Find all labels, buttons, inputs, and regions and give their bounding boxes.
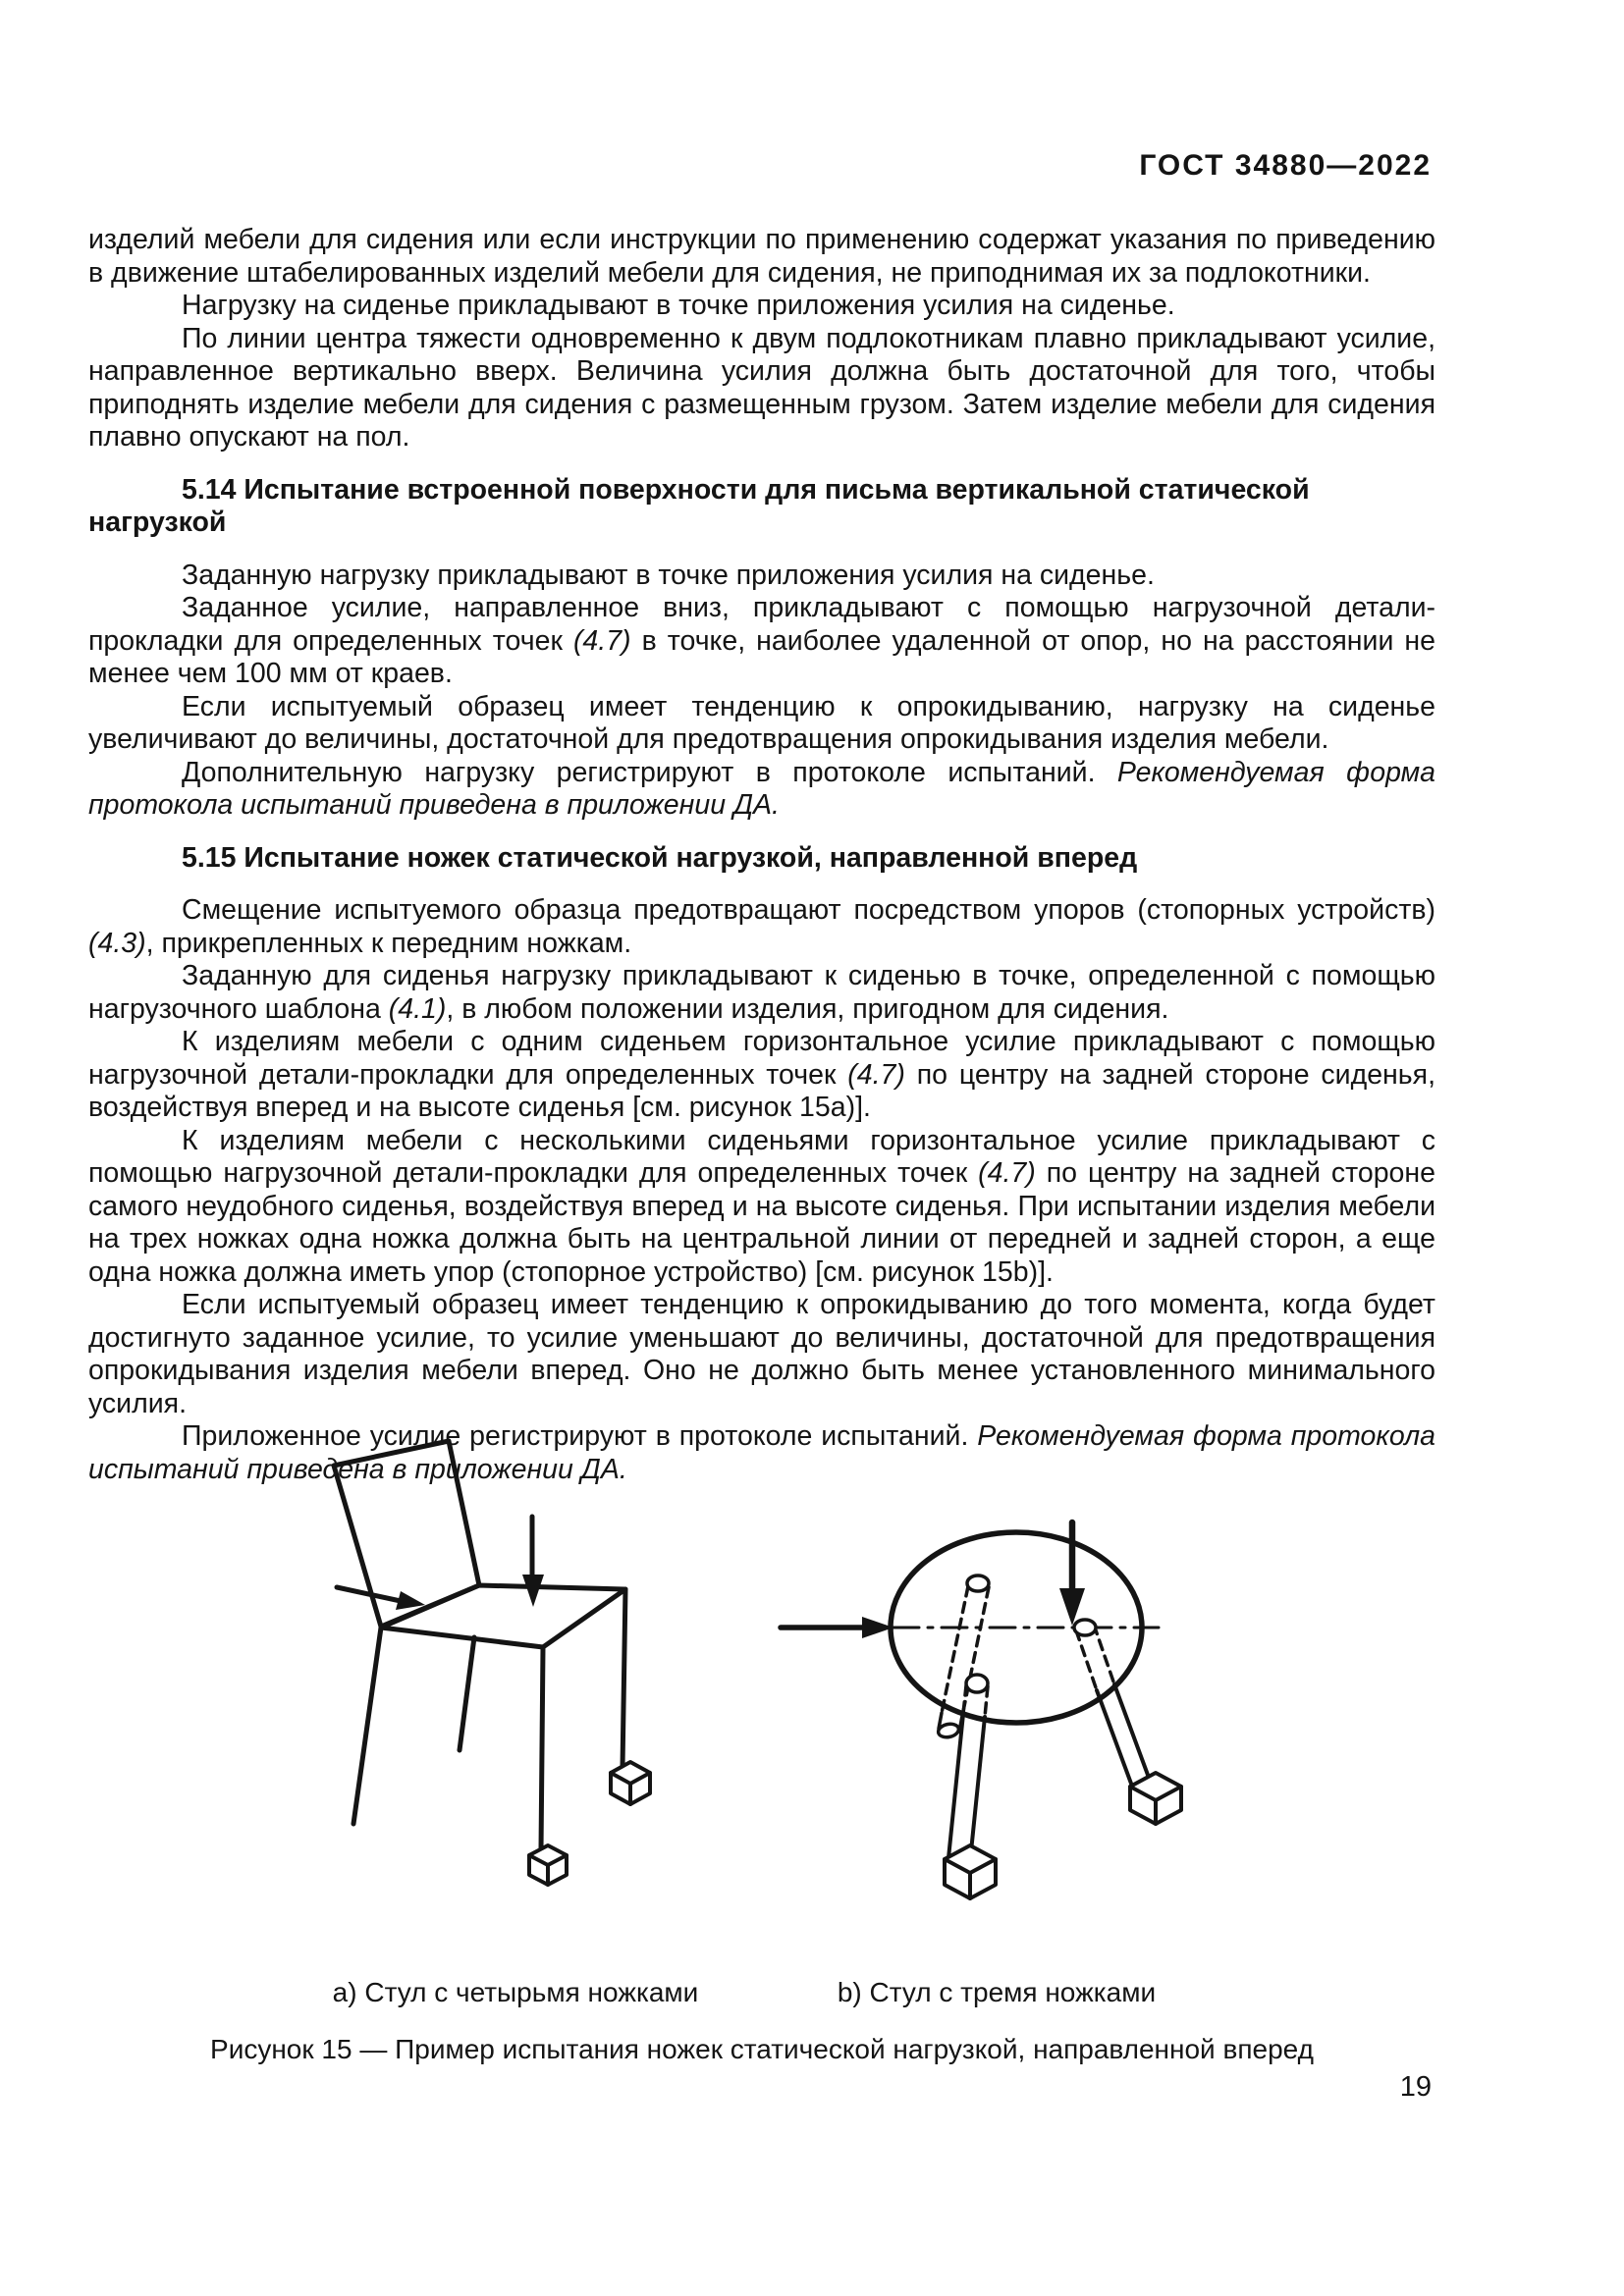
- text-run: Заданную нагрузку прикладывают в точке приложения усилия на сиденье.: [182, 559, 1155, 591]
- text-run: Приложенное усилие регистрируют в протоколе испытаний.: [182, 1420, 978, 1452]
- paragraph: [88, 1026, 1435, 1125]
- section-heading: [88, 474, 1435, 540]
- italic-text-run: Рекомендуемая форма протокола испытаний приведена в приложении ДА.: [88, 1420, 1435, 1485]
- text-run: в точке, наиболее удаленной от опор, но на расстоянии не менее чем 100 мм от краев.: [88, 624, 1435, 689]
- paragraph: [88, 1125, 1435, 1290]
- text-run: 5.15 Испытание ножек статической нагрузкой, направленной вперед: [182, 841, 1138, 874]
- chair-back-right-leg: [460, 1637, 474, 1750]
- stool-front-left-leg: [948, 1675, 988, 1861]
- chair-right-leg: [623, 1589, 625, 1767]
- page-number: 19: [1399, 2071, 1432, 2103]
- paragraph: [88, 894, 1435, 960]
- chair-front-leg: [541, 1647, 543, 1850]
- vertical-force-arrow: [522, 1517, 544, 1607]
- four-leg-chair-icon: [265, 1428, 707, 1899]
- right-leg-stop-block: [1130, 1773, 1181, 1824]
- figure-a-chair-drawing: [265, 1428, 707, 1899]
- text-run: К изделиям мебели с несколькими сиденьями горизонтальное усилие прикладывают с помощью нагрузочной детали-прокладки для определенных точек: [88, 1124, 1435, 1189]
- paragraph: [88, 224, 1435, 290]
- paragraph: [88, 323, 1435, 454]
- figure-a-subcaption: a) Стул с четырьмя ножками: [332, 1977, 699, 2007]
- three-leg-stool-icon: [756, 1428, 1267, 1909]
- text-run: Нагрузку на сиденье прикладывают в точке приложения усилия на сиденье.: [182, 290, 1175, 321]
- text-run: 5.14 Испытание встроенной поверхности для письма вертикальной статической нагрузкой: [88, 473, 1310, 538]
- text-run: По линии центра тяжести одновременно к двум подлокотникам плавно прикладывают усилие, направленное вертикально вверх. Величина усилия должна быть достаточной для того, чтобы приподнять изделие мебели для сидения с размещенным грузом. Затем изделие мебели для сидения плавно опускают на пол.: [88, 322, 1435, 453]
- chair-back-left-leg: [353, 1628, 381, 1824]
- front-left-leg-stop-block: [945, 1845, 996, 1898]
- text-run: Смещение испытуемого образца предотвращают посредством упоров (стопорных устройств): [182, 894, 1435, 926]
- text-run: по центру на задней стороне самого неудобного сиденья, воздействуя вперед и на высоте сиденья. При испытании изделия мебели на трех ножках одна ножка должна быть на центральной линии от передней и задней сторон, а еще одна ножка должна иметь упор (стопорное устройство) [см. рисунок 15b)].: [88, 1157, 1436, 1288]
- figure-b-stool-drawing: [756, 1428, 1267, 1909]
- paragraph: [88, 290, 1435, 323]
- paragraph: [88, 960, 1435, 1026]
- text-run: по центру на задней стороне сиденья, воздействуя вперед и на высоте сиденья [см. рисунок 15a)].: [88, 1058, 1435, 1123]
- italic-text-run: (4.7): [572, 624, 631, 657]
- paragraph: [88, 592, 1435, 691]
- text-run: Если испытуемый образец имеет тенденцию к опрокидыванию, нагрузку на сиденье увеличивают до величины, достаточной для предотвращения опрокидывания изделия мебели.: [88, 690, 1435, 755]
- paragraph: [88, 560, 1435, 593]
- italic-text-run: (4.7): [978, 1157, 1036, 1189]
- figure-b-subcaption: b) Стул с тремя ножками: [837, 1977, 1157, 2007]
- text-run: Дополнительную нагрузку регистрируют в протоколе испытаний.: [182, 756, 1117, 788]
- paragraph: [88, 691, 1435, 757]
- italic-text-run: Рекомендуемая форма протокола испытаний приведена в приложении ДА.: [88, 756, 1435, 821]
- text-column: [88, 224, 1435, 1486]
- section-heading: [88, 842, 1435, 876]
- text-run: Если испытуемый образец имеет тенденцию к опрокидыванию до того момента, когда будет достигнуто заданное усилие, то усилие уменьшают до величины, достаточной для предотвращения опрокидывания изделия мебели вперед. Оно не должно быть менее установленного минимального усилия.: [88, 1289, 1435, 1419]
- text-run: , в любом положении изделия, пригодном для сидения.: [446, 992, 1169, 1025]
- text-run: Заданное усилие, направленное вниз, прикладывают с помощью нагрузочной детали-прокладки для определенных точек: [88, 592, 1435, 657]
- chair-seat: [381, 1585, 625, 1647]
- paragraph: [88, 1289, 1435, 1420]
- text-run: изделий мебели для сидения или если инструкции по применению содержат указания по приведению в движение штабелированных изделий мебели для сидения, не приподнимая их за подлокотники.: [88, 224, 1435, 289]
- text-run: , прикрепленных к передним ножкам.: [145, 927, 632, 959]
- right-leg-stop-block: [611, 1762, 650, 1804]
- horizontal-force-arrow: [781, 1617, 893, 1638]
- text-run: Заданную для сиденья нагрузку прикладывают к сиденью в точке, определенной с помощью нагрузочного шаблона: [88, 960, 1435, 1025]
- italic-text-run: (4.1): [388, 992, 447, 1025]
- running-header: ГОСТ 34880—2022: [1139, 149, 1432, 182]
- front-leg-stop-block: [529, 1845, 567, 1885]
- italic-text-run: (4.3): [88, 927, 146, 959]
- paragraph: [88, 757, 1435, 823]
- italic-text-run: (4.7): [847, 1058, 905, 1091]
- figure-caption: Рисунок 15 — Пример испытания ножек статической нагрузкой, направленной вперед: [210, 2034, 1314, 2064]
- text-run: К изделиям мебели с одним сиденьем горизонтальное усилие прикладывают с помощью нагрузочной детали-прокладки для определенных точек: [88, 1026, 1435, 1091]
- horizontal-force-arrow: [337, 1587, 425, 1610]
